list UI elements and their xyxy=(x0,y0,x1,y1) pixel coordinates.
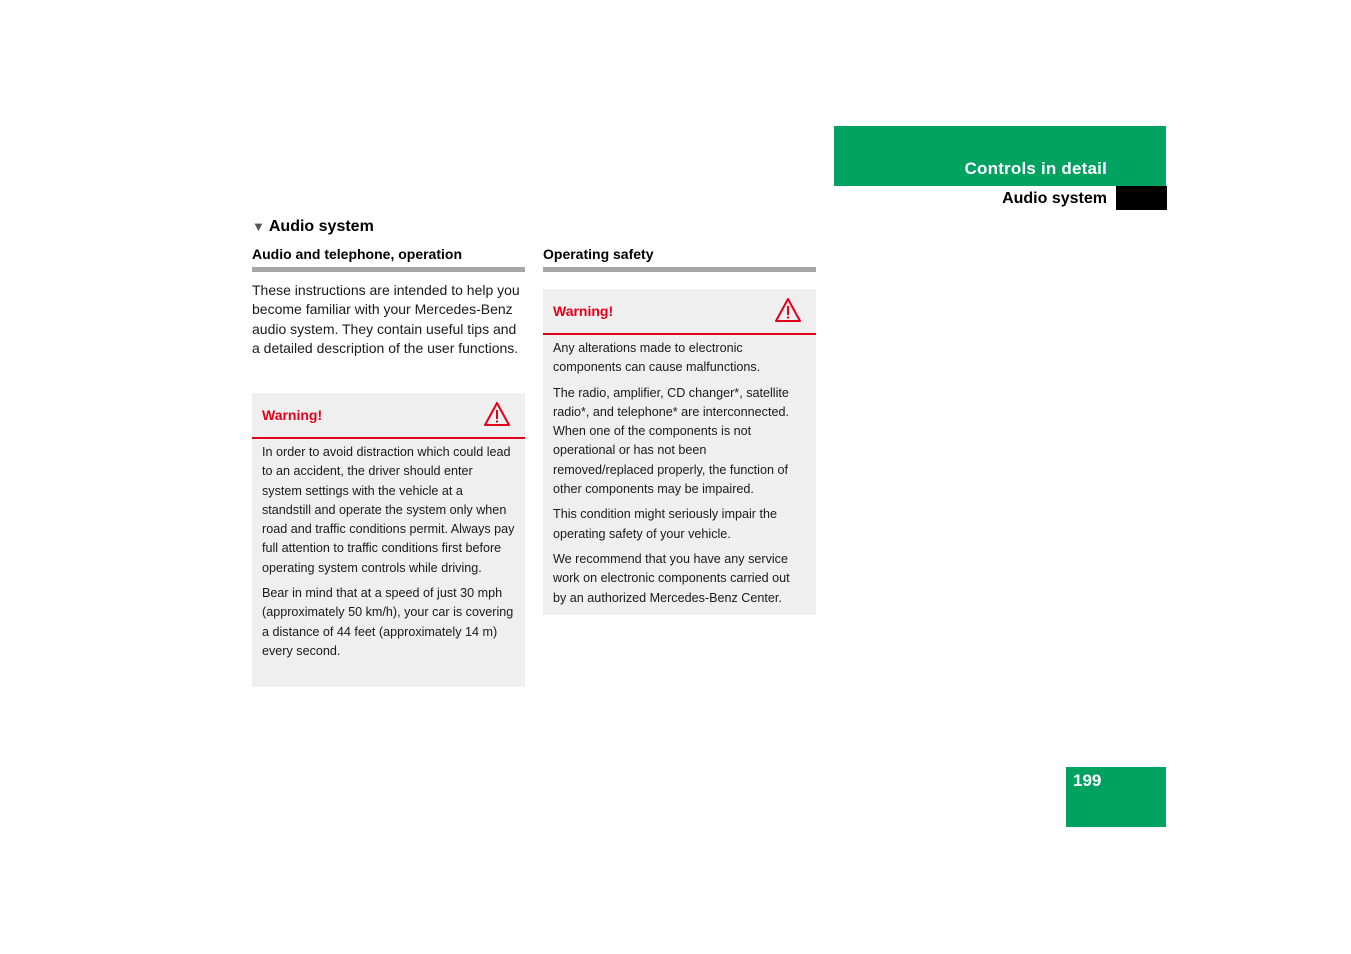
warning-paragraph: Any alterations made to electronic components can cause malfunctions. xyxy=(553,341,761,375)
chapter-title: Controls in detail xyxy=(964,159,1107,178)
warning-paragraph: This condition might seriously impair the operating safety of your vehicle. xyxy=(553,507,777,541)
warning-triangle-icon xyxy=(774,297,802,323)
intro-paragraph: These instructions are intended to help you become familiar with your Mercedes-Benz audio system. They contain useful tips and a detailed description of the user functions. xyxy=(252,282,520,357)
warning-body xyxy=(543,335,816,608)
warning-body xyxy=(252,439,525,661)
warning-header xyxy=(543,289,816,335)
section-title: Audio system xyxy=(1002,190,1107,207)
warning-header xyxy=(252,393,525,439)
warning-paragraph: The radio, amplifier, CD changer*, satellite radio*, and telephone* are interconnected. When one of the components is not operational or has not been removed/replaced properly, the function of other components may be impaired. xyxy=(553,385,789,497)
warning-paragraph: We recommend that you have any service work on electronic components carried out by an authorized Mercedes-Benz Center. xyxy=(553,551,790,605)
page-heading xyxy=(252,218,374,236)
warning-paragraph: Bear in mind that at a speed of just 30 mph (approximately 50 km/h), your car is covering a distance of 44 feet (approximately 14 m) every second. xyxy=(262,586,514,658)
section-marker xyxy=(1116,186,1167,210)
warning-title: Warning! xyxy=(262,407,323,423)
warning-box-right xyxy=(543,289,816,615)
warning-title: Warning! xyxy=(553,303,614,319)
left-subheading: Audio and telephone, operation xyxy=(252,246,525,272)
triangle-down-icon: ▼ xyxy=(252,219,265,234)
right-subheading: Operating safety xyxy=(543,246,816,272)
warning-triangle-icon xyxy=(483,401,511,427)
warning-paragraph: In order to avoid distraction which could lead to an accident, the driver should enter system settings with the vehicle at a standstill and operate the system only when road and traffic conditions permit. Always pay full attention to traffic conditions first before operating system controls while driving. xyxy=(262,445,515,575)
page-number: 199 xyxy=(1073,771,1102,790)
page-heading-text: Audio system xyxy=(268,218,374,235)
warning-box-left xyxy=(252,393,525,687)
